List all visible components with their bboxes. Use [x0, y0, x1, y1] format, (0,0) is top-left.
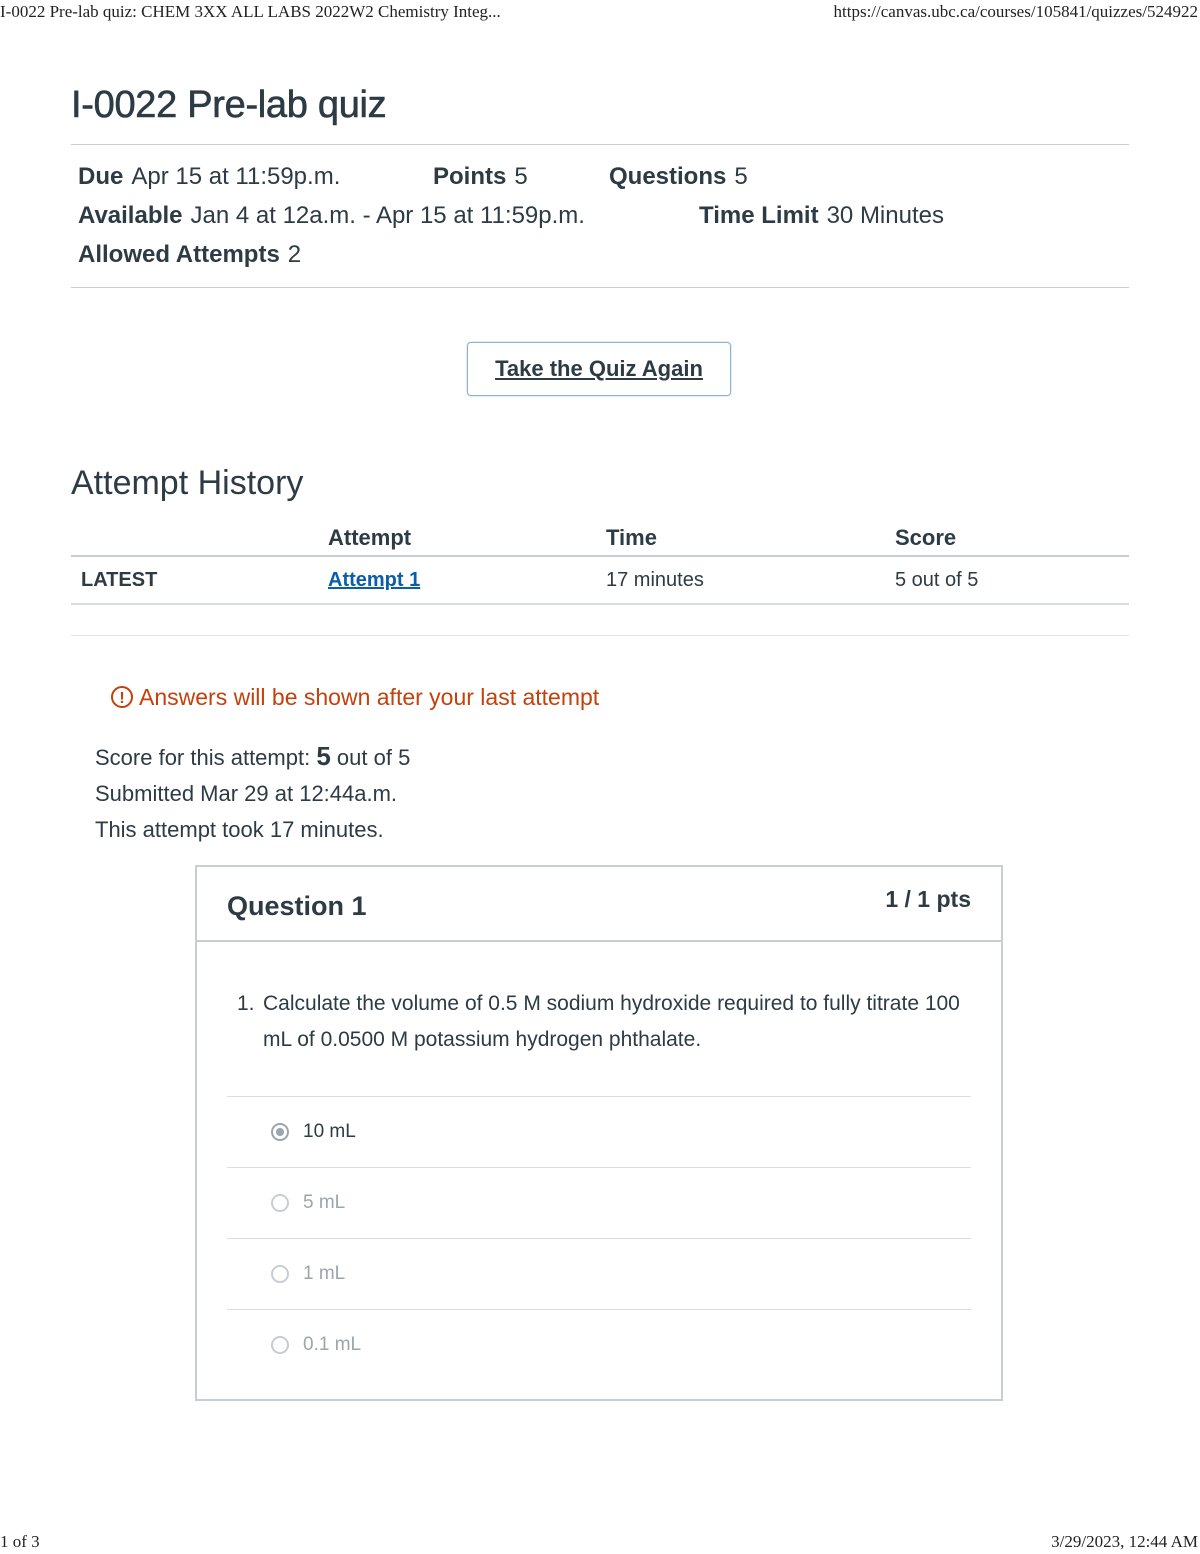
warning-icon: ! [111, 686, 133, 708]
answer-option[interactable] [227, 1310, 971, 1380]
answer-option[interactable] [227, 1097, 971, 1168]
answer-label: 0.1 mL [303, 1334, 362, 1355]
answer-label: 5 mL [303, 1192, 346, 1213]
submitted-time: Submitted Mar 29 at 12:44a.m. [95, 781, 398, 806]
attempt-history-table [71, 521, 1129, 605]
attempt-duration: This attempt took 17 minutes. [95, 817, 384, 842]
attempt-1-link[interactable]: Attempt 1 [328, 568, 421, 591]
question-header [197, 867, 1001, 942]
column-header-time: Time [606, 521, 895, 556]
questions-value: 5 [734, 163, 748, 190]
time-limit-value: 30 Minutes [826, 202, 944, 229]
answer-option[interactable] [227, 1239, 971, 1310]
points-value: 5 [514, 163, 528, 190]
points-label: Points [433, 163, 507, 190]
take-quiz-area [71, 288, 1129, 463]
attempt-summary [95, 738, 1129, 848]
question-body: Calculate the volume of 0.5 M sodium hydroxide required to fully titrate 100 mL of 0.0500 M potassium hydrogen phthalate. [263, 992, 960, 1051]
available-detail [78, 202, 585, 230]
print-footer-datetime: 3/29/2023, 12:44 AM [1051, 1532, 1198, 1551]
latest-tag: LATEST [71, 556, 328, 604]
score-cell: 5 out of 5 [895, 556, 1129, 604]
column-header-score: Score [895, 521, 1129, 556]
points-detail [433, 163, 528, 191]
due-label: Due [78, 163, 124, 190]
radio-icon[interactable] [271, 1194, 289, 1212]
time-limit-label: Time Limit [699, 202, 819, 229]
questions-label: Questions [609, 163, 727, 190]
print-header [0, 2, 1200, 24]
question-title: Question 1 [227, 891, 367, 921]
radio-icon[interactable] [271, 1336, 289, 1354]
questions-detail [609, 163, 748, 191]
warning-text: Answers will be shown after your last attempt [139, 683, 600, 710]
answer-option[interactable] [227, 1168, 971, 1239]
attempt-score [95, 738, 1129, 776]
due-value: Apr 15 at 11:59p.m. [131, 163, 341, 190]
attempt-history-title: Attempt History [71, 464, 304, 502]
take-quiz-again-button[interactable]: Take the Quiz Again [467, 342, 731, 396]
answer-label: 1 mL [303, 1263, 346, 1284]
question-number: 1. [237, 992, 255, 1015]
due-detail [78, 163, 340, 191]
table-header-row [71, 521, 1129, 556]
quiz-details [71, 145, 1129, 287]
print-footer-page: 1 of 3 [0, 1532, 40, 1551]
score-value: 5 [316, 741, 331, 771]
question-text [237, 986, 971, 1058]
attempt-cell [328, 556, 606, 604]
quiz-page [71, 70, 1129, 1355]
column-header-attempt: Attempt [328, 521, 606, 556]
attempts-label: Allowed Attempts [78, 241, 280, 268]
table-row [71, 556, 1129, 604]
time-cell: 17 minutes [606, 556, 895, 604]
answer-list [227, 1096, 971, 1380]
available-label: Available [78, 202, 183, 229]
score-suffix: out of 5 [336, 745, 411, 770]
score-prefix: Score for this attempt: [95, 745, 311, 770]
print-footer [0, 1532, 1200, 1554]
radio-icon[interactable] [271, 1265, 289, 1283]
print-header-title: I-0022 Pre-lab quiz: CHEM 3XX ALL LABS 2022W2 Chemistry Integ... [0, 2, 501, 21]
attempts-detail [78, 241, 301, 269]
attempts-value: 2 [287, 241, 302, 268]
page-title: I-0022 Pre-lab quiz [71, 84, 387, 126]
question-card [195, 865, 1003, 1401]
time-limit-detail [699, 202, 944, 230]
answers-warning [111, 682, 1129, 712]
print-header-url: https://canvas.ubc.ca/courses/105841/quizzes/524922 [833, 2, 1198, 21]
history-divider [71, 605, 1129, 636]
column-header-tag [71, 521, 328, 556]
available-value: Jan 4 at 12a.m. - Apr 15 at 11:59p.m. [190, 202, 585, 229]
answer-label: 10 mL [303, 1121, 356, 1142]
question-points: 1 / 1 pts [885, 886, 971, 912]
radio-selected-icon[interactable] [271, 1123, 289, 1141]
